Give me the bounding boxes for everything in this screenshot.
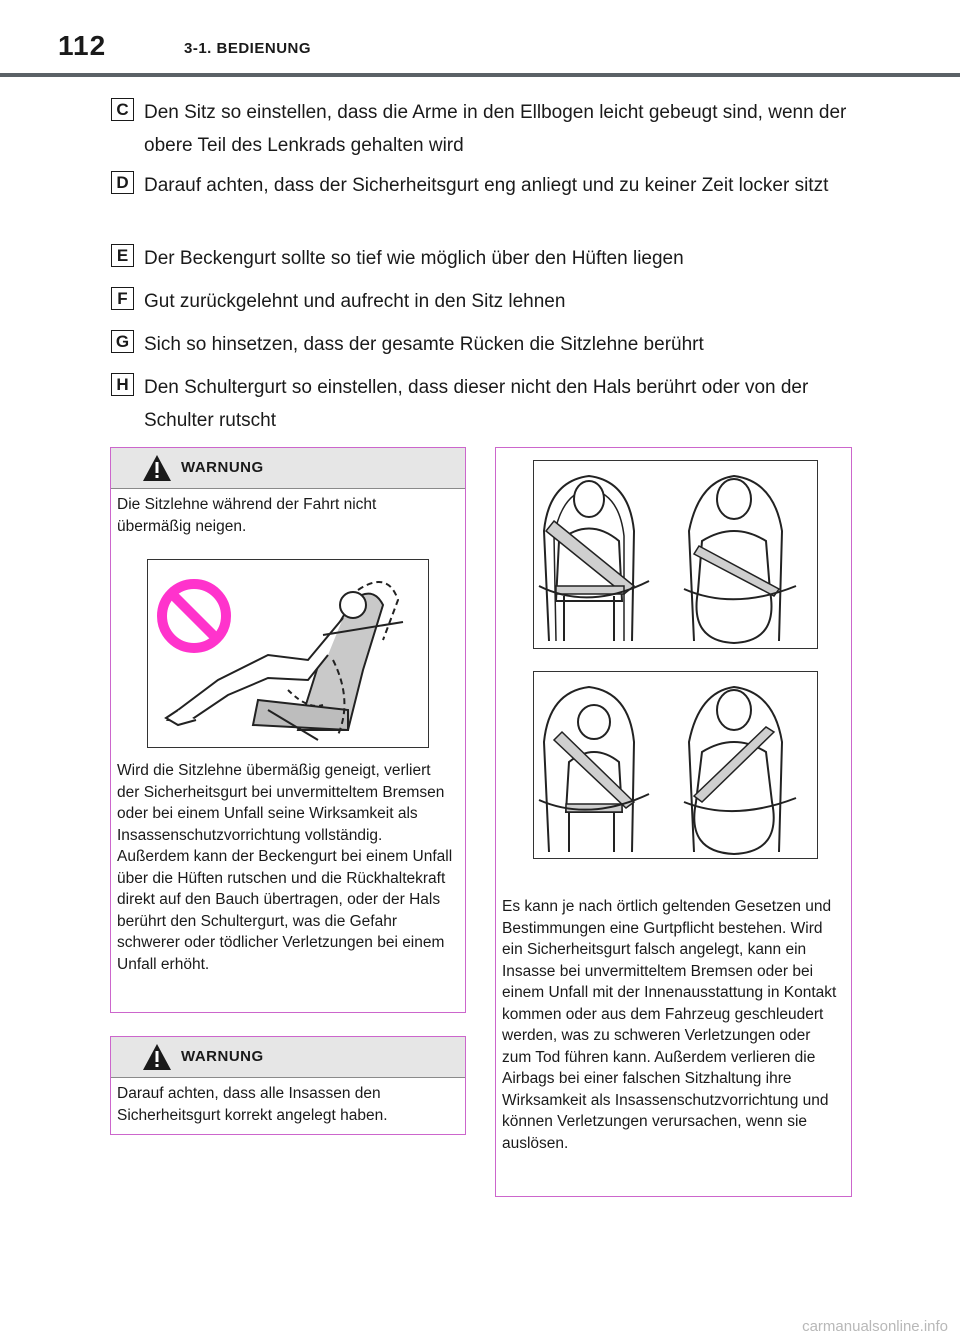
warning-triangle-icon	[142, 1043, 172, 1071]
item-text: Sich so hinsetzen, dass der gesamte Rücken die Sitzlehne berührt	[144, 334, 704, 355]
item-text: Gut zurückgelehnt und aufrecht in den Sitz lehnen	[144, 291, 566, 312]
item-label: H	[111, 373, 134, 396]
seatbelt-info-box	[495, 447, 852, 1197]
warning-title: WARNUNG	[181, 1048, 264, 1065]
warning-body: Wird die Sitzlehne übermäßig geneigt, verliert der Sicherheitsgurt bei unvermitteltem Bremsen oder bei einem Unfall seine Wirksamkeit als Insassenschutzvorrichtung vollständig. Außerdem kann der Beckengurt bei einem Unfall über die Hüften rutschen und die Rückhaltekraft direkt auf den Bauch übertragen, oder der Hals berührt den Schultergurt, was die Gefahr schwerer oder tödlicher Verletzungen bei einem Unfall erhöht.	[117, 762, 453, 973]
item-label: C	[111, 98, 134, 121]
page-header	[0, 0, 960, 80]
warning-header	[111, 1037, 465, 1078]
prohibition-icon	[162, 584, 226, 648]
warning-body: Darauf achten, dass alle Insassen den Sicherheitsgurt korrekt angelegt haben.	[117, 1085, 388, 1124]
item-label: D	[111, 171, 134, 194]
seatbelt-info-text: Es kann je nach örtlich geltenden Gesetzen und Bestimmungen eine Gurtpflicht bestehen. Wird ein Sicherheitsgurt falsch angelegt, kann ein Insasse bei unvermitteltem Bremsen oder bei einem Unfall mit der Innenausstattung in Kontakt kommen oder aus dem Fahrzeug geschleudert werden, was zu schweren Verletzungen oder zum Tod führen kann. Außerdem verlieren die Airbags bei einer falschen Sitzhaltung ihre Wirksamkeit als Insassenschutzvorrichtung und können Verletzungen verursachen, wenn sie auslösen.	[502, 898, 837, 1152]
item-label: E	[111, 244, 134, 267]
adult-seatbelt-illustration	[533, 460, 818, 649]
warning-box-occupants	[110, 1036, 466, 1135]
reclined-seat-illustration	[147, 559, 429, 748]
footer-watermark: carmanualsonline.info	[802, 1318, 948, 1335]
page-number: 112	[58, 30, 107, 61]
header-rule	[0, 73, 960, 77]
item-label: G	[111, 330, 134, 353]
item-text: Darauf achten, dass der Sicherheitsgurt eng anliegt und zu keiner Zeit locker sitzt	[144, 175, 829, 196]
warning-title: WARNUNG	[181, 459, 264, 476]
item-text: Den Schultergurt so einstellen, dass dieser nicht den Hals berührt oder von der Schulter rutscht	[144, 377, 809, 431]
warning-intro: Die Sitzlehne während der Fahrt nicht übermäßig neigen.	[117, 496, 377, 535]
item-text: Den Sitz so einstellen, dass die Arme in den Ellbogen leicht gebeugt sind, wenn der obere Teil des Lenkrads gehalten wird	[144, 102, 847, 156]
section-title: 3-1. BEDIENUNG	[184, 40, 312, 57]
item-label: F	[111, 287, 134, 310]
warning-box-seatback	[110, 447, 466, 1013]
item-text: Der Beckengurt sollte so tief wie möglich über den Hüften liegen	[144, 248, 684, 269]
warning-triangle-icon	[142, 454, 172, 482]
child-seatbelt-illustration	[533, 671, 818, 859]
warning-header	[111, 448, 465, 489]
